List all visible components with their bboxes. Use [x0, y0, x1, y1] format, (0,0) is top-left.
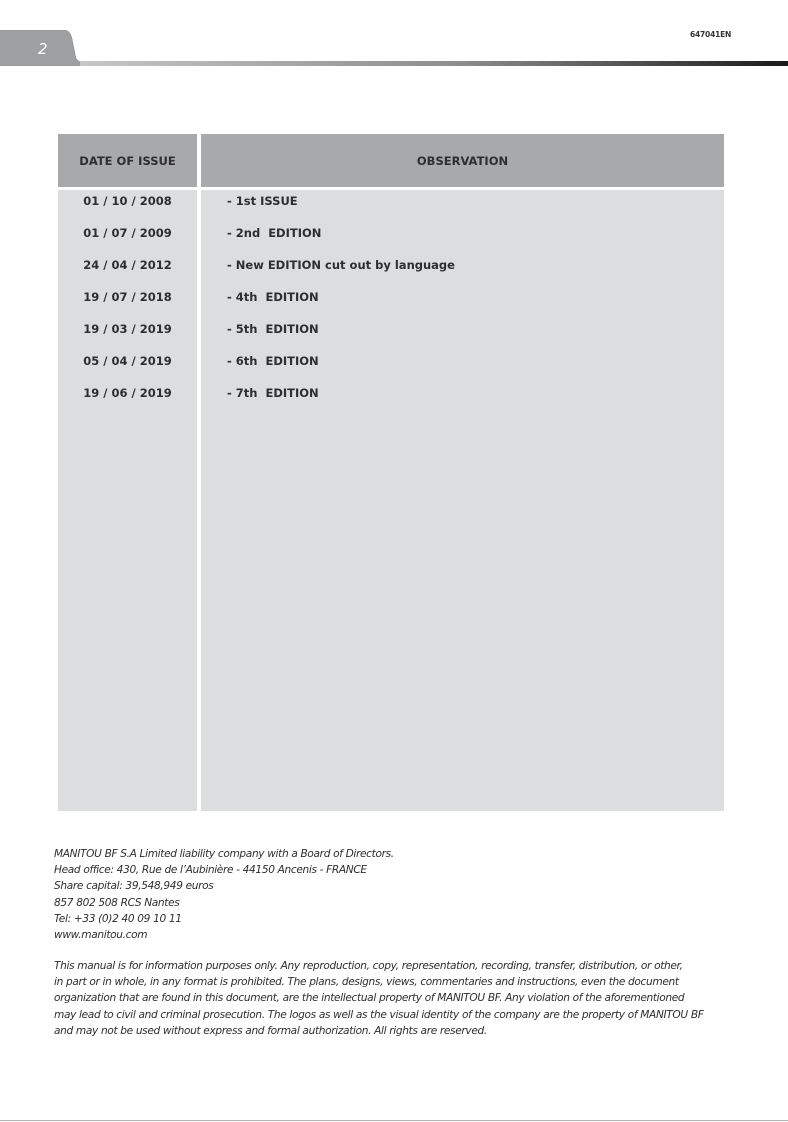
date-column — [58, 190, 197, 811]
table-row-date: 05 / 04 / 2019 — [83, 354, 172, 368]
table-row-observation: - 6th EDITION — [227, 354, 319, 368]
table-row-date: 01 / 07 / 2009 — [83, 226, 172, 240]
table-row-observation: - 2nd EDITION — [227, 226, 322, 240]
table-row-date: 24 / 04 / 2012 — [83, 258, 172, 272]
table-row-observation: - 5th EDITION — [227, 322, 319, 336]
share-capital-line: Share capital: 39,548,949 euros — [54, 880, 214, 893]
disclaimer-line: and may not be used without express and formal authorization. All rights are reserved. — [54, 1024, 487, 1037]
header-bar — [0, 30, 788, 66]
table-row-date: 19 / 07 / 2018 — [83, 290, 172, 304]
table-row-observation: - 1st ISSUE — [227, 194, 298, 208]
table-row-observation: - New EDITION cut out by language — [227, 258, 455, 272]
table-row-observation: - 7th EDITION — [227, 386, 319, 400]
company-name-line: MANITOU BF S.A Limited liability company with a Board of Directors. — [54, 848, 394, 860]
table-row-date: 01 / 10 / 2008 — [83, 194, 172, 208]
company-info — [54, 846, 734, 943]
disclaimer-line: in part or in whole, in any format is prohibited. The plans, designs, views, commentaries and instructions, even the document — [54, 976, 679, 989]
disclaimer-line: may lead to civil and criminal prosecution. The logos as well as the visual identity of the company are the property of MANITOU BF — [54, 1008, 704, 1021]
revision-table — [58, 134, 724, 811]
header-tab-shape — [0, 30, 788, 66]
head-office-line: Head office: 430, Rue de l’Aubinière - 44150 Ancenis - FRANCE — [54, 864, 367, 877]
table-row-observation: - 4th EDITION — [227, 290, 319, 304]
observation-column-header: OBSERVATION — [201, 134, 724, 187]
website-line: www.manitou.com — [54, 929, 148, 942]
disclaimer-line: organization that are found in this document, are the intellectual property of MANITOU BF. Any violation of the aforementioned — [54, 992, 685, 1005]
table-row-date: 19 / 06 / 2019 — [83, 386, 172, 400]
observation-column — [201, 190, 724, 811]
rcs-line: 857 802 508 RCS Nantes — [54, 896, 180, 909]
bottom-rule — [0, 1120, 788, 1121]
document-code: 647041EN — [690, 30, 732, 39]
disclaimer-line: This manual is for information purposes only. Any reproduction, copy, representation, recording, transfer, distribution, or other, — [54, 960, 683, 972]
date-column-header: DATE OF ISSUE — [58, 134, 197, 187]
page-number: 2 — [38, 40, 48, 58]
legal-disclaimer — [54, 958, 744, 1039]
telephone-line: Tel: +33 (0)2 40 09 10 11 — [54, 912, 182, 925]
table-row-date: 19 / 03 / 2019 — [83, 322, 172, 336]
